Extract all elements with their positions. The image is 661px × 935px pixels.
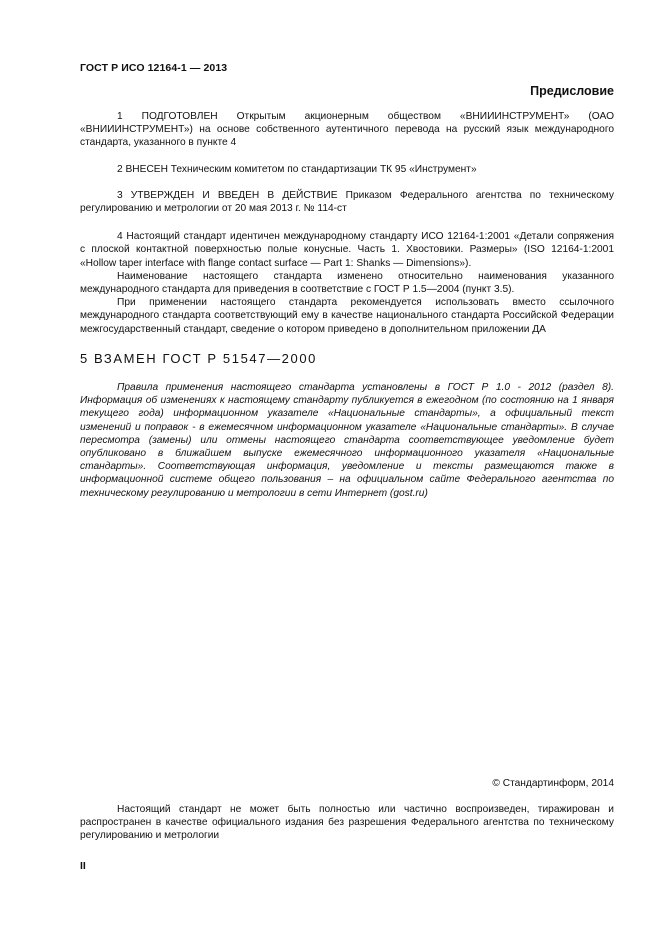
section-3-approved: 3 УТВЕРЖДЕН И ВВЕДЕН В ДЕЙСТВИЕ Приказом Федерального агентства по техническому регулированию и метрологии от 20 мая 2013 г. № 114-ст: [80, 189, 614, 215]
foreword-body: [80, 110, 614, 500]
document-code: ГОСТ Р ИСО 12164-1 — 2013: [80, 62, 228, 74]
section-4-references: При применении настоящего стандарта рекомендуется использовать вместо ссылочного международного стандарта соответствующий ему в качестве национального стандарта Российской Федерации межгосударственный стандарт, сведение о котором приведено в дополнительном приложении ДА: [80, 297, 614, 335]
section-4-name-change: Наименование настоящего стандарта изменено относительно наименования указанного международного стандарта для приведения в соответствие с ГОСТ Р 1.5—2004 (пункт 3.5).: [80, 270, 614, 296]
section-5-replaces: 5 ВЗАМЕН ГОСТ Р 51547—2000: [80, 350, 317, 366]
spacer: [80, 176, 614, 189]
spacer: [80, 150, 614, 163]
rules-of-application-note: Правила применения настоящего стандарта установлены в ГОСТ Р 1.0 - 2012 (раздел 8). Информация об изменениях к настоящему стандарту публикуется в ежегодном (по состоянию на 1 января текущего года) информационном указателе «Национальные стандарты», а официальный текст изменений и поправок - в ежемесячном информационном указателе «Национальные стандарты». В случае пересмотра (замены) или отмены настоящего стандарта соответствующее уведомление будет опубликовано в ближайшем выпуске ежемесячного информационного указателя «Национальные стандарты». Соответствующая информация, уведомление и тексты размещаются также в информационной системе общего пользования – на официальном сайте Федерального агентства по техническому регулированию и метрологии в сети Интернет (gost.ru): [80, 382, 614, 499]
copyright: © Стандартинформ, 2014: [492, 778, 614, 789]
page-title: Предисловие: [530, 84, 614, 98]
section-1-prepared: 1 ПОДГОТОВЛЕН Открытым акционерным обществом «ВНИИИНСТРУМЕНТ» (ОАО «ВНИИИНСТРУМЕНТ») на основе собственного аутентичного перевода на русский язык международного стандарта, указанного в пункте 4: [80, 111, 614, 149]
spacer: [80, 215, 614, 230]
page-number: II: [80, 860, 86, 872]
section-2-submitted: 2 ВНЕСЕН Техническим комитетом по стандартизации ТК 95 «Инструмент»: [117, 163, 477, 175]
section-4-identical: 4 Настоящий стандарт идентичен международному стандарту ИСО 12164-1:2001 «Детали сопряжения с плоской контактной поверхностью полые конусные. Часть 1. Хвостовики. Размеры» (ISO 12164-1:2001 «Hollow taper interface with flange contact surface — Part 1: Shanks — Dimensions»).: [80, 231, 614, 269]
reproduction-notice: Настоящий стандарт не может быть полностью или частично воспроизведен, тиражирован и распространен в качестве официального издания без разрешения Федерального агентства по техническому регулированию и метрологии: [80, 804, 614, 842]
